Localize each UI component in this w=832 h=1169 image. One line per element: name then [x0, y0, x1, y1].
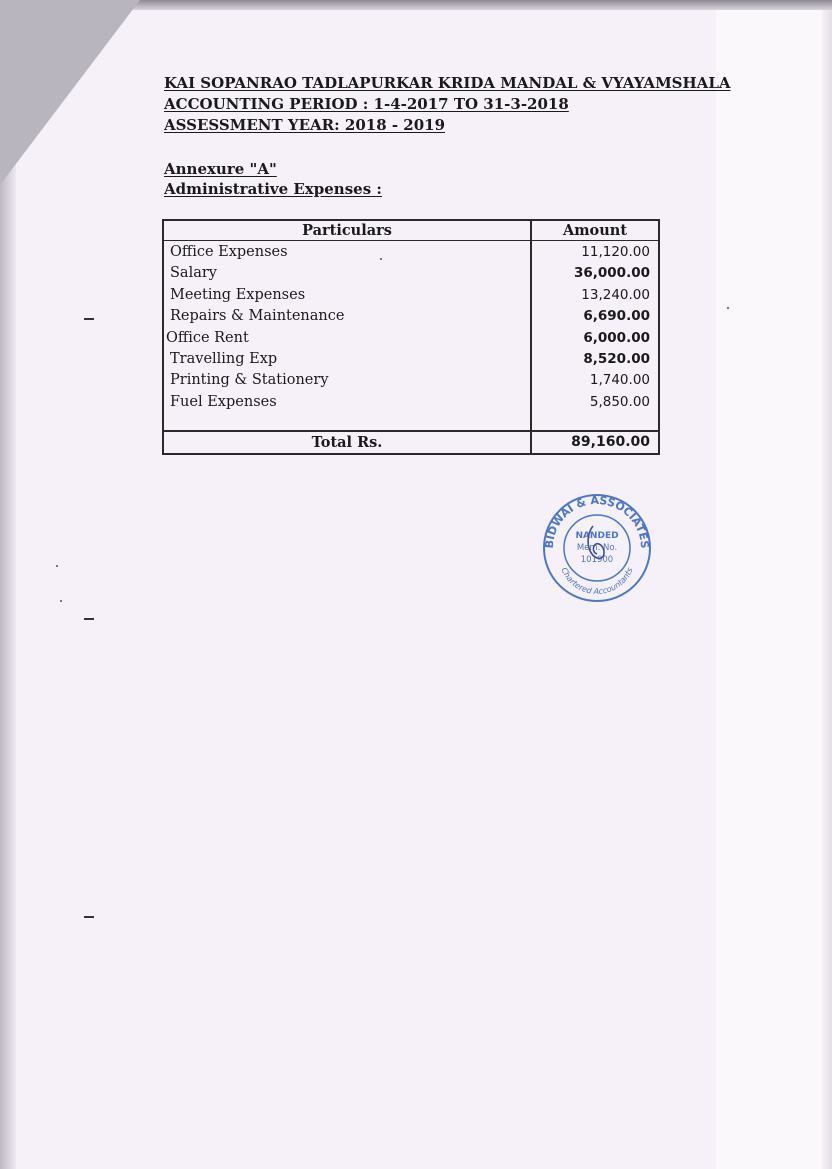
- table-row: [164, 306, 658, 327]
- amount-cell: 1,740.00: [589, 372, 650, 389]
- seal-place: NANDED: [575, 531, 619, 541]
- particular-cell: Fuel Expenses: [170, 393, 277, 410]
- annexure-heading: [164, 159, 382, 199]
- chartered-accountant-seal: [541, 492, 653, 604]
- table-row: [164, 263, 658, 284]
- expenses-table: [162, 219, 660, 455]
- particular-cell: Printing & Stationery: [170, 372, 329, 389]
- table-row: [164, 328, 658, 349]
- annexure-title: Annexure "A": [164, 160, 277, 178]
- seal-profession-text: Chartered Accountants: [559, 566, 635, 597]
- scan-right-edge: [822, 10, 832, 1169]
- particular-cell: Travelling Exp: [170, 350, 278, 367]
- amount-header: Amount: [562, 222, 628, 239]
- margin-tick: [84, 318, 94, 320]
- scan-speck: [60, 600, 62, 602]
- seal-memno-label: Mem. No.: [576, 543, 618, 553]
- amount-cell: 8,520.00: [583, 350, 650, 367]
- document-header: [164, 73, 731, 136]
- amount-cell: 11,120.00: [581, 244, 650, 260]
- table-row: [164, 349, 658, 370]
- table-rows: [164, 242, 658, 413]
- seal-firm-text: BIDWAI & ASSOCIATES: [542, 493, 652, 549]
- margin-tick: [84, 916, 94, 918]
- scan-speck: [727, 307, 729, 309]
- table-row: [164, 370, 658, 391]
- amount-cell: 13,240.00: [581, 286, 650, 303]
- total-amount: 89,160.00: [571, 434, 650, 450]
- seal-number: 101900: [580, 555, 614, 565]
- amount-cell: 6,000.00: [583, 329, 650, 346]
- table-row: [164, 392, 658, 413]
- table-row: [164, 242, 658, 263]
- accounting-period: ACCOUNTING PERIOD : 1-4-2017 TO 31-3-2018: [164, 95, 569, 113]
- particulars-header: Particulars: [302, 222, 392, 239]
- particular-cell: Repairs & Maintenance: [170, 308, 345, 325]
- total-label: Total Rs.: [311, 434, 383, 451]
- page-margin-strip: [716, 10, 832, 1169]
- amount-cell: 36,000.00: [573, 265, 650, 282]
- margin-tick: [84, 618, 94, 620]
- header-rule: [164, 240, 658, 241]
- folded-corner: [0, 0, 140, 185]
- particular-cell: Salary: [170, 265, 217, 282]
- assessment-year: ASSESSMENT YEAR: 2018 - 2019: [164, 116, 446, 134]
- amount-cell: 5,850.00: [589, 393, 650, 410]
- scan-speck: [56, 565, 58, 567]
- table-row: [164, 285, 658, 306]
- particular-cell: Meeting Expenses: [170, 286, 306, 303]
- amount-cell: 6,690.00: [583, 308, 650, 325]
- annexure-subtitle: Administrative Expenses :: [164, 180, 382, 198]
- particular-cell: Office Rent: [166, 329, 249, 346]
- particular-cell: Office Expenses: [170, 244, 288, 260]
- organization-name: KAI SOPANRAO TADLAPURKAR KRIDA MANDAL & VYAYAMSHALA: [164, 74, 731, 92]
